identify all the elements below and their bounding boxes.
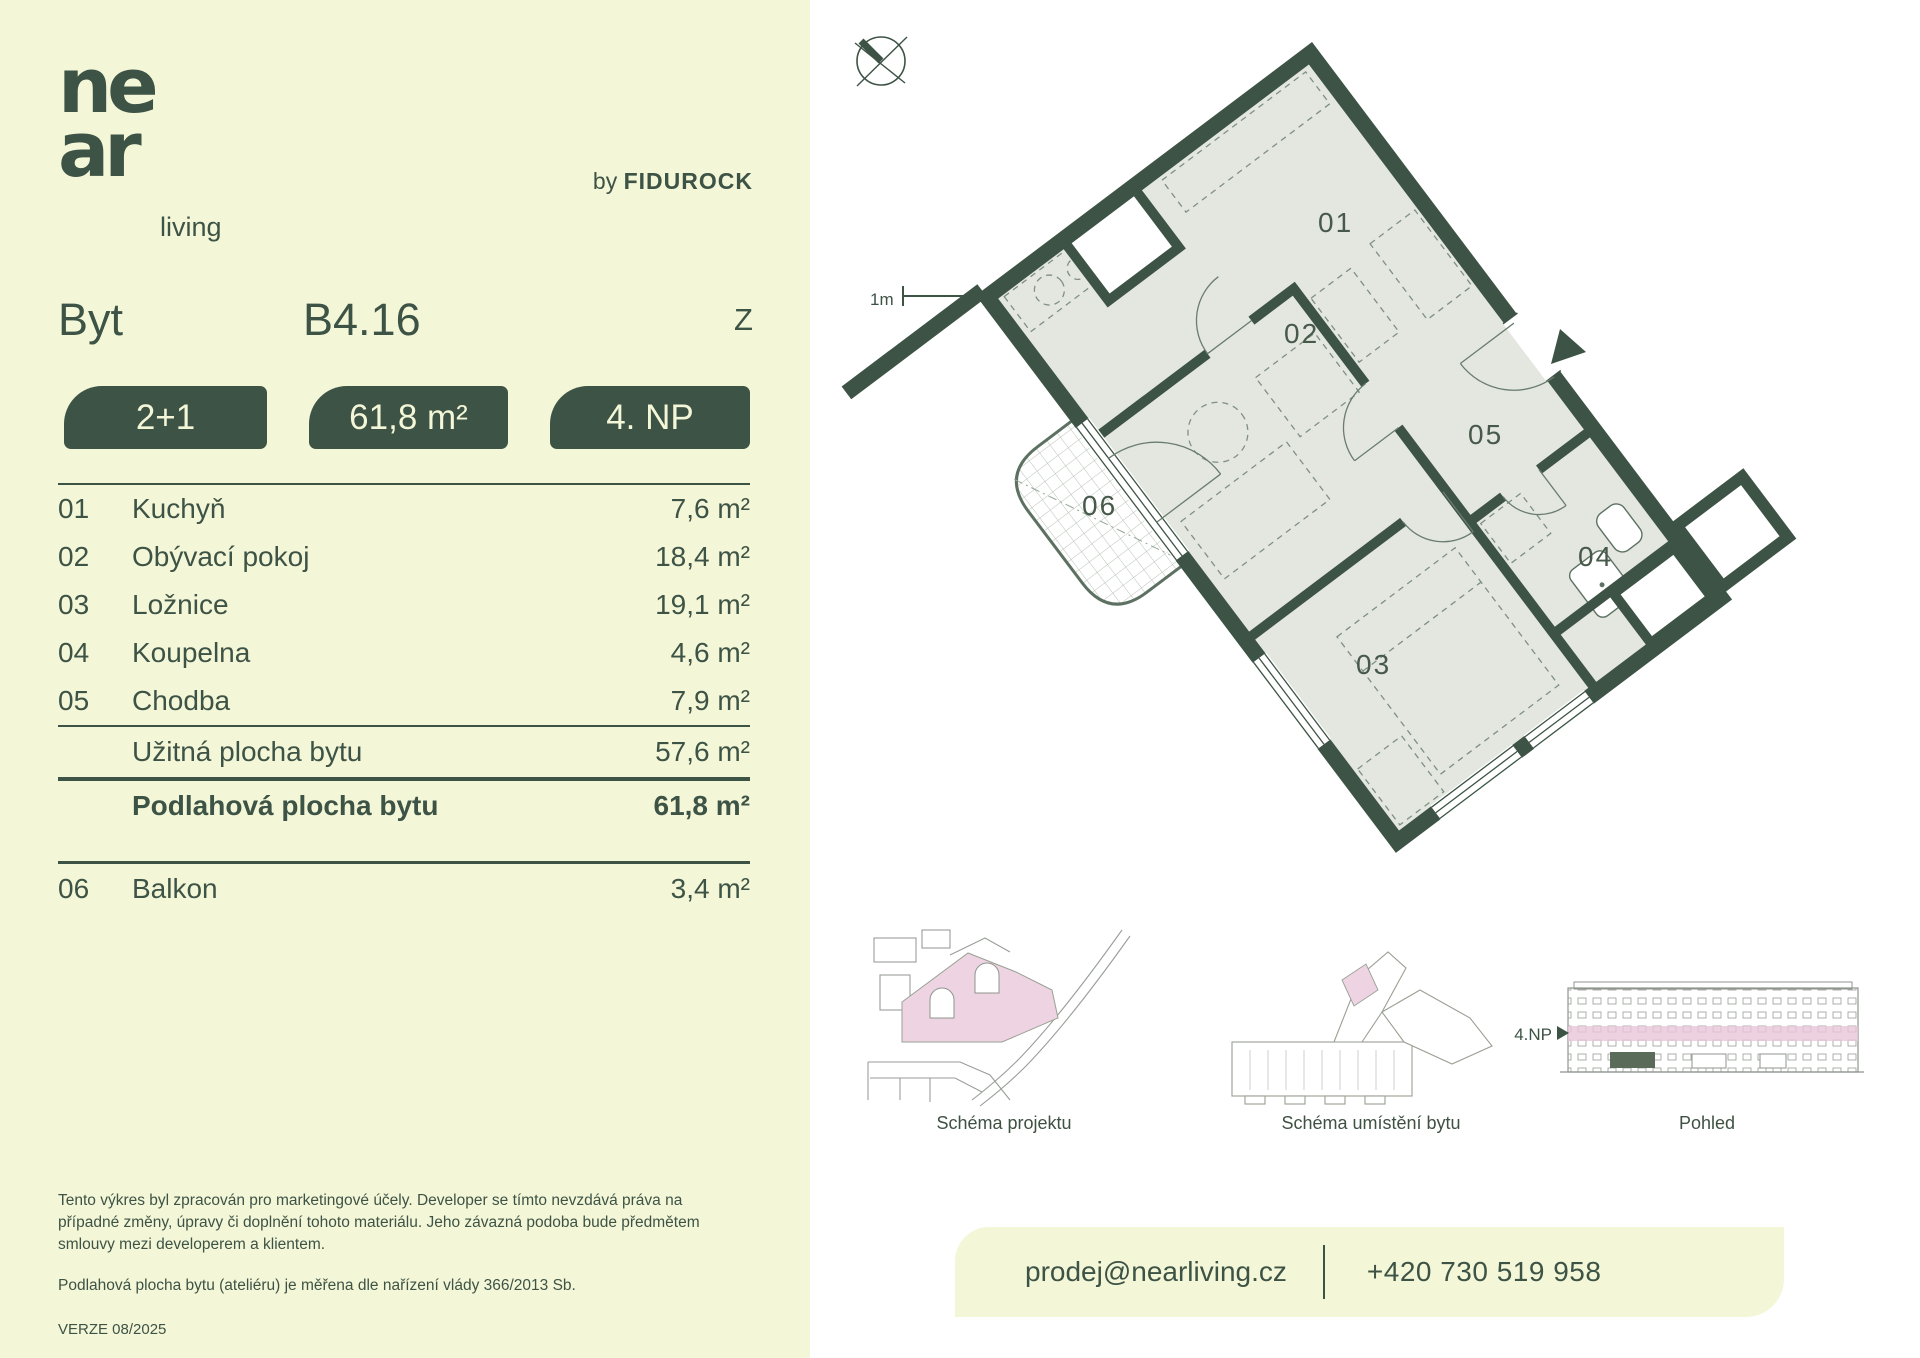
section-marker: Z xyxy=(734,302,753,337)
room-area: 7,6 m² xyxy=(670,493,750,524)
room-label-05: 05 xyxy=(1468,419,1504,450)
legal-disclaimer xyxy=(58,1190,710,1340)
room-label-06: 06 xyxy=(1082,490,1118,521)
room-area: 3,4 m² xyxy=(670,873,750,904)
developer-byline xyxy=(0,168,753,195)
contact-bar xyxy=(955,1227,1784,1317)
balcony-row xyxy=(58,864,750,914)
room-label-01: 01 xyxy=(1318,207,1354,238)
unit-code: B4.16 xyxy=(303,294,421,345)
room-number: 05 xyxy=(58,685,90,716)
floor-highlight-band xyxy=(1568,1026,1858,1041)
room-number: 02 xyxy=(58,541,90,572)
usable-area-row xyxy=(58,727,750,777)
room-label-04: 04 xyxy=(1578,541,1614,572)
caption-elevation: Pohled xyxy=(1678,1113,1736,1133)
contact-email-link[interactable]: prodej@nearliving.cz xyxy=(1025,1256,1287,1287)
total-area-value: 61,8 m² xyxy=(653,790,750,821)
compass-icon xyxy=(855,37,907,86)
scale-label: 1m xyxy=(870,290,894,309)
floor-badge: 4. NP xyxy=(550,386,750,449)
unit-location-schematic xyxy=(1232,952,1492,1104)
room-name: Kuchyň xyxy=(132,493,226,524)
usable-area-value: 57,6 m² xyxy=(655,736,750,767)
caption-site-map: Schéma projektu xyxy=(936,1113,1072,1133)
table-row xyxy=(58,629,750,677)
room-name: Chodba xyxy=(132,685,231,716)
room-label-02: 02 xyxy=(1284,318,1320,349)
logo-living-label: living xyxy=(160,212,222,242)
room-area: 18,4 m² xyxy=(655,541,750,572)
floor-marker-arrow-icon xyxy=(1557,1026,1569,1040)
logo-text-bottom: ar xyxy=(58,105,137,194)
contact-divider xyxy=(1323,1245,1325,1299)
room-area: 7,9 m² xyxy=(670,685,750,716)
total-area-label: Podlahová plocha bytu xyxy=(132,790,439,821)
usable-area-label: Užitná plocha bytu xyxy=(132,736,363,767)
fidurock-logo: FIDUROCK xyxy=(623,168,753,194)
room-name: Balkon xyxy=(132,873,218,904)
total-area-row xyxy=(58,781,750,831)
room-number: 03 xyxy=(58,589,90,620)
room-name: Koupelna xyxy=(132,637,251,668)
room-table xyxy=(58,483,750,914)
table-row xyxy=(58,677,750,725)
caption-unit-location: Schéma umístění bytu xyxy=(1281,1113,1461,1133)
unit-type-label: Byt xyxy=(58,294,124,345)
room-number: 06 xyxy=(58,873,90,904)
room-name: Ložnice xyxy=(132,589,229,620)
byline-prefix: by xyxy=(592,168,618,194)
area-badge: 61,8 m² xyxy=(309,386,508,449)
floor-marker-label: 4.NP xyxy=(1514,1025,1552,1044)
contact-phone-link[interactable]: +420 730 519 958 xyxy=(1366,1256,1602,1287)
site-map-schematic xyxy=(868,930,1130,1106)
room-name: Obývací pokoj xyxy=(132,541,310,572)
schematic-captions xyxy=(936,1113,1735,1133)
room-area: 19,1 m² xyxy=(655,589,750,620)
disclaimer-paragraph: Podlahová plocha bytu (ateliéru) je měřena dle nařízení vlády 366/2013 Sb. xyxy=(58,1277,576,1294)
layout-badge: 2+1 xyxy=(64,386,267,449)
logo-text-top: ne xyxy=(58,41,154,130)
table-row xyxy=(58,581,750,629)
room-number: 04 xyxy=(58,637,90,668)
room-label-03: 03 xyxy=(1356,649,1392,680)
entrance-arrow-icon xyxy=(1551,329,1586,364)
elevation-schematic xyxy=(1514,982,1864,1072)
info-panel xyxy=(0,0,810,1358)
room-number: 01 xyxy=(58,493,90,524)
table-row xyxy=(58,533,750,581)
apartment-floorplan xyxy=(846,0,1798,951)
disclaimer-paragraph: Tento výkres byl zpracován pro marketingové účely. Developer se tímto nevzdává práva na případné změny, úpravy či doplnění tohoto materiálu. Jeho závazná podoba bude předmětem smlouvy mezi developerem a klientem. xyxy=(58,1192,700,1253)
table-row xyxy=(58,485,750,533)
room-area: 4,6 m² xyxy=(670,637,750,668)
version-label: VERZE 08/2025 xyxy=(58,1321,167,1338)
